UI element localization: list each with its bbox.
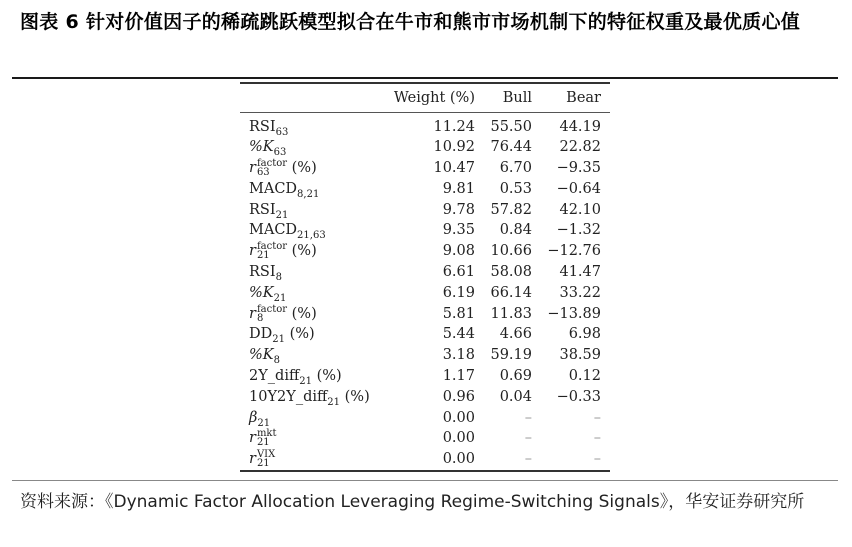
bull-cell: 0.04 (499, 388, 532, 405)
feature-name-cell (249, 283, 286, 304)
table-row (240, 200, 610, 221)
bear-cell: 41.47 (559, 264, 601, 281)
bull-cell: 55.50 (490, 118, 532, 135)
script-stack (257, 429, 277, 447)
feature-unit: (%) (285, 326, 315, 343)
table-header-row (240, 84, 610, 112)
feature-symbol: 10Y2Y_diff (249, 388, 328, 405)
feature-symbol: MACD (249, 180, 298, 197)
weight-cell: 3.18 (442, 347, 475, 364)
feature-symbol: RSI (249, 201, 276, 218)
bull-cell: 4.66 (499, 326, 532, 343)
bear-cell: −1.32 (556, 222, 601, 239)
script-stack (257, 450, 275, 468)
weight-cell: 6.19 (442, 284, 475, 301)
table-row (240, 366, 610, 387)
bear-cell: – (593, 451, 601, 468)
bull-cell: 57.82 (490, 201, 532, 218)
weight-cell: 9.35 (442, 222, 475, 239)
bear-cell: – (593, 430, 601, 447)
feature-subscript: 21 (256, 250, 270, 262)
bear-cell: −13.89 (547, 305, 601, 322)
feature-unit: (%) (312, 368, 342, 385)
weight-cell: 1.17 (442, 368, 475, 385)
feature-symbol: r (249, 430, 256, 447)
feature-subscript: 21 (299, 375, 313, 387)
title-divider (12, 77, 838, 79)
feature-subscript: 21 (273, 292, 287, 304)
bear-cell: 22.82 (559, 139, 601, 156)
table-row (240, 220, 610, 241)
bear-cell: 6.98 (568, 326, 601, 343)
feature-name-cell (249, 220, 326, 241)
feature-superscript: factor (256, 303, 288, 315)
weight-cell: 0.00 (442, 430, 475, 447)
bear-cell: −9.35 (556, 160, 601, 177)
header-bull: Bull (502, 89, 532, 106)
table-bottom-rule (240, 470, 610, 472)
feature-symbol: r (249, 451, 256, 468)
feature-subscript: 21,63 (297, 230, 326, 242)
weight-cell: 9.08 (442, 243, 475, 260)
feature-subscript: 21 (256, 458, 270, 470)
weight-cell: 11.24 (433, 118, 475, 135)
weight-cell: 5.81 (442, 305, 475, 322)
feature-subscript: 8 (275, 271, 282, 283)
feature-unit: (%) (287, 160, 317, 177)
table-row (240, 428, 610, 449)
table-row (240, 117, 610, 138)
feature-symbol: r (249, 305, 256, 322)
weight-cell: 9.78 (442, 201, 475, 218)
weight-cell: 6.61 (442, 264, 475, 281)
feature-symbol: DD (249, 326, 273, 343)
feature-unit: (%) (287, 305, 317, 322)
feature-subscript: 63 (256, 167, 270, 179)
weight-cell: 5.44 (442, 326, 475, 343)
table-row (240, 449, 610, 470)
feature-superscript: VIX (256, 449, 276, 461)
bear-cell: 33.22 (559, 284, 601, 301)
feature-symbol: r (249, 160, 256, 177)
feature-subscript: 8 (256, 312, 264, 324)
table-row (240, 241, 610, 262)
feature-symbol: RSI (249, 264, 276, 281)
weight-cell: 10.47 (433, 160, 475, 177)
table-row (240, 304, 610, 325)
feature-subscript: 21 (275, 209, 289, 221)
feature-symbol: r (249, 243, 256, 260)
header-weight: Weight (%) (393, 89, 475, 106)
weight-cell: 10.92 (433, 139, 475, 156)
bear-cell: 42.10 (559, 201, 601, 218)
table-row (240, 283, 610, 304)
bear-cell: −0.64 (556, 180, 601, 197)
feature-subscript: 8 (273, 355, 280, 367)
bull-cell: 0.69 (499, 368, 532, 385)
feature-weight-table (240, 82, 610, 472)
feature-name-cell (249, 449, 275, 470)
feature-symbol: MACD (249, 222, 298, 239)
weight-cell: 0.96 (442, 388, 475, 405)
table-row (240, 408, 610, 429)
bear-cell: – (593, 409, 601, 426)
feature-name-cell (249, 324, 315, 345)
feature-name-cell (249, 408, 270, 429)
feature-name-cell (249, 366, 342, 387)
feature-name-cell (249, 200, 288, 221)
feature-symbol: %K (249, 284, 274, 301)
bear-cell: 0.12 (568, 368, 601, 385)
table-row (240, 137, 610, 158)
feature-name-cell (249, 137, 286, 158)
source-divider (12, 480, 838, 481)
feature-symbol: β (249, 409, 258, 426)
table-row (240, 179, 610, 200)
feature-unit: (%) (287, 243, 317, 260)
bull-cell: – (524, 430, 532, 447)
feature-superscript: factor (256, 241, 288, 253)
header-bear: Bear (566, 89, 601, 106)
bull-cell: 10.66 (490, 243, 532, 260)
feature-subscript: 21 (272, 334, 285, 346)
feature-name-cell (249, 179, 319, 200)
feature-subscript: 63 (275, 126, 289, 138)
table-body (240, 113, 610, 471)
feature-name-cell (249, 304, 317, 325)
feature-name-cell (249, 262, 282, 283)
bull-cell: 66.14 (490, 284, 532, 301)
feature-subscript: 21 (327, 396, 341, 408)
feature-symbol: RSI (249, 118, 276, 135)
bear-cell: 38.59 (559, 347, 601, 364)
weight-cell: 9.81 (442, 180, 475, 197)
table-row (240, 158, 610, 179)
feature-subscript: 21 (257, 417, 271, 429)
source-note: 资料来源：《Dynamic Factor Allocation Leveraging Regime-Switching Signals》，华安证券研究所 (20, 492, 805, 512)
feature-unit: (%) (340, 388, 370, 405)
bull-cell: 6.70 (499, 160, 532, 177)
table-row (240, 324, 610, 345)
feature-symbol: 2Y_diff (249, 368, 300, 385)
table-row (240, 262, 610, 283)
bear-cell: −12.76 (547, 243, 601, 260)
bull-cell: 0.53 (499, 180, 532, 197)
bull-cell: 58.08 (490, 264, 532, 281)
feature-subscript: 63 (273, 147, 287, 159)
table-row (240, 387, 610, 408)
feature-symbol: %K (249, 347, 274, 364)
table-row (240, 345, 610, 366)
figure-title: 图表 6 针对价值因子的稀疏跳跃模型拟合在牛市和熊市市场机制下的特征权重及最优质心值 (20, 11, 801, 33)
script-stack (257, 159, 287, 177)
weight-cell: 0.00 (442, 451, 475, 468)
script-stack (257, 305, 287, 323)
feature-subscript: 21 (256, 437, 270, 449)
feature-name-cell (249, 158, 317, 179)
weight-cell: 0.00 (442, 409, 475, 426)
bear-cell: −0.33 (556, 388, 601, 405)
feature-name-cell (249, 241, 317, 262)
feature-symbol: %K (249, 139, 274, 156)
feature-subscript: 8,21 (297, 188, 320, 200)
bull-cell: 59.19 (490, 347, 532, 364)
bull-cell: – (524, 451, 532, 468)
bull-cell: 11.83 (490, 305, 532, 322)
feature-name-cell (249, 117, 288, 138)
bull-cell: 76.44 (490, 139, 532, 156)
bull-cell: – (524, 409, 532, 426)
feature-name-cell (249, 428, 277, 449)
bull-cell: 0.84 (499, 222, 532, 239)
bear-cell: 44.19 (559, 118, 601, 135)
feature-name-cell (249, 387, 370, 408)
script-stack (257, 242, 287, 260)
feature-name-cell (249, 345, 280, 366)
feature-superscript: factor (256, 158, 288, 170)
feature-superscript: mkt (256, 428, 277, 440)
